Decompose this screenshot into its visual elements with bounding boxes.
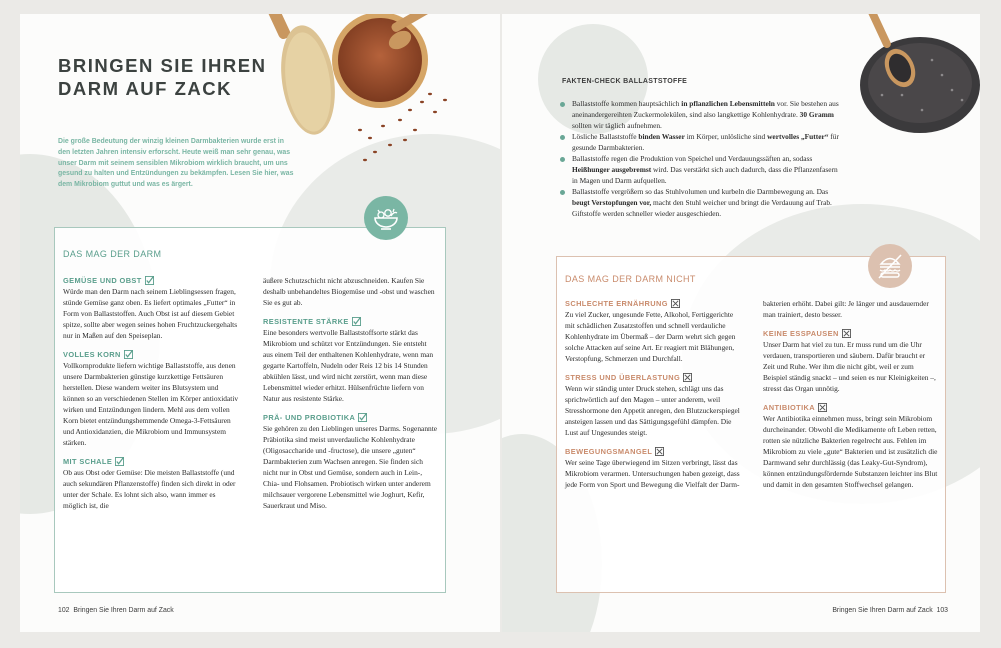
intro-text: Die große Bedeutung der winzig kleinen Darmbakterien wurde erst in den letzten Jahren intensiv erforscht. Heute weiß man sehr genau, was unser Darm mit seinem sensiblen Mikrobiom wirklich braucht, um uns gesund zu halten und Entzündungen zu bekämpfen. Lesen Sie hier, was dem Mikrobiom guttut und was es ärgert. xyxy=(58,138,294,189)
fact-item: Ballaststoffe regen die Produktion von Speichel und Verdauungssäften an, sodass Heißhunger ausgebremst wird. Das verstärkt sich auch dadurch, dass die Pflanzenfasern in Magen und Darm aufquellen. xyxy=(560,153,840,186)
check-icon xyxy=(358,413,367,422)
dislikes-column-2 xyxy=(763,298,938,498)
dislikes-column-1 xyxy=(565,298,741,498)
fact-item: Ballaststoffe vergrößern so das Stuhlvolumen und kurbeln die Darmbewegung an. Das beugt Verstopfungen vor, macht den Stuhl weicher und bringt die Verdauung auf Trab. Giftstoffe werden schneller wieder ausgeschieden. xyxy=(560,186,840,219)
section-heading: BEWEGUNGSMANGEL xyxy=(565,446,741,457)
title-line-1: BRINGEN SIE IHREN xyxy=(58,55,267,76)
salad-bowl-icon xyxy=(364,196,408,240)
section-text: Eine besonders wertvolle Ballaststoffsorte stärkt das Mikrobiom und schützt vor Entzündungen. Sie entsteht aus einem Teil der enthaltenen Kohlenhydrate, wenn man gegarte Kartoffeln, Nudeln oder Reis 12 bis 14 Stunden abkühlen lässt, und wird nicht zerstört, wenn man diese Lebensmittel wieder erhitzt. Hülsenfrüchte liefern von Natur aus resistente Stärke. xyxy=(263,328,434,403)
box-title: DAS MAG DER DARM NICHT xyxy=(565,274,696,284)
likes-column-1 xyxy=(63,275,239,519)
check-icon xyxy=(145,276,154,285)
right-page xyxy=(502,14,980,632)
cross-icon xyxy=(818,403,827,412)
section-heading: MIT SCHALE xyxy=(63,456,239,467)
section-heading: RESISTENTE STÄRKE xyxy=(263,316,438,327)
section-text: Zu viel Zucker, ungesunde Fette, Alkohol, Fertiggerichte mit schädlichen Zusatzstoffen und schnell verdauliche Kohlenhydrate im Übermaß – der Darm wehrt sich gegen solche Attacken auf seine Art. Er reagiert mit Blähungen, Verstopfung, Schmerzen und Durchfall. xyxy=(565,310,736,363)
section-text: äußere Schutzschicht nicht abzuschneiden. Kaufen Sie deshalb unbehandeltes Biogemüse und -obst und waschen Sie es gut ab. xyxy=(263,276,435,307)
box-title: DAS MAG DER DARM xyxy=(63,249,162,259)
likes-box xyxy=(54,227,446,593)
cross-icon xyxy=(655,447,664,456)
cross-icon xyxy=(671,299,680,308)
page-number: 103 xyxy=(936,607,948,614)
check-icon xyxy=(124,350,133,359)
section-text: Wer Antibiotika einnehmen muss, bringt sein Mikrobiom durcheinander. Obwohl die Medikamente oft Leben retten, rotten sie nützliche Bakterien regelrecht aus. Fehlen im Mikrobiom zu viele „gute“ Bakterien und ist zusätzlich die Darmwand sehr durchlässig (das Leaky-Gut-Syndrom), können entzündungsfördernde Substanzen leichter ins Blut und damit in den gesamten Stoffwechsel gelangen. xyxy=(763,414,938,489)
page-title xyxy=(58,54,266,100)
left-page xyxy=(20,14,500,632)
section-heading: STRESS UND ÜBERLASTUNG xyxy=(565,372,741,383)
crossed-burger-icon xyxy=(868,244,912,288)
section-text: Ob aus Obst oder Gemüse: Die meisten Ballaststoffe (und auch sekundären Pflanzenstoffe) finden sich direkt in oder unter der Schale. Es lohnt sich also, wann immer es möglich ist, die xyxy=(63,468,236,510)
cross-icon xyxy=(842,329,851,338)
section-heading: SCHLECHTE ERNÄHRUNG xyxy=(565,298,741,309)
section-text: Sie gehören zu den Lieblingen unseres Darms. Sogenannte Präbiotika sind meist unverdauliche Kohlenhydrate (Oligosaccharide und -fructose), die unsere „guten“ Darmbakterien zum Wachsen anregen. Sie finden sich nicht nur in Obst und Gemüse, sondern auch in Lein-, Chia- und Flohsamen. Probiotisch wirken unter anderem milchsauer vergorene Lebensmittel wie Joghurt, Kefir, Sauerkraut und Miso. xyxy=(263,424,438,510)
section-text: Wer seine Tage überwiegend im Sitzen verbringt, lässt das Mikrobiom verarmen. Untersuchungen haben gezeigt, dass jede Form von Sport und Bewegung die Vielfalt der Darm- xyxy=(565,458,740,489)
section-heading: KEINE ESSPAUSEN xyxy=(763,328,938,339)
page-footer xyxy=(832,607,948,614)
section-heading: GEMÜSE UND OBST xyxy=(63,275,239,286)
likes-column-2 xyxy=(263,275,438,519)
cross-icon xyxy=(683,373,692,382)
chia-seeds-photo xyxy=(842,14,980,140)
dislikes-box xyxy=(556,256,946,593)
section-heading: ANTIBIOTIKA xyxy=(763,402,938,413)
facts-title: FAKTEN-CHECK BALLASTSTOFFE xyxy=(562,78,688,85)
facts-list xyxy=(560,98,840,219)
section-heading: VOLLES KORN xyxy=(63,349,239,360)
check-icon xyxy=(352,317,361,326)
section-heading: PRÄ- UND PROBIOTIKA xyxy=(263,412,438,423)
running-title: Bringen Sie Ihren Darm auf Zack xyxy=(73,607,174,614)
running-title: Bringen Sie Ihren Darm auf Zack xyxy=(832,607,933,614)
section-text: Wenn wir ständig unter Druck stehen, schlägt uns das sprichwörtlich auf den Magen – unter anderem, weil Stresshormone den Appetit anregen, den Blutzuckerspiegel ansteigen lassen und das Sättigungsgefühl dämpfen. Die Lust auf Ungesundes steigt. xyxy=(565,384,740,437)
section-text: bakterien erhöht. Dabei gilt: Je länger und ausdauernder man trainiert, desto besser. xyxy=(763,299,929,319)
page-number: 102 xyxy=(58,607,70,614)
section-text: Vollkornprodukte liefern wichtige Ballaststoffe, aus denen unsere Darmbakterien günstige kurzkettige Fettsäuren herstellen. Diese wandern weiter ins Blutsystem und können so an verschiedenen Stellen im Körper antioxidativ wirken und Entzündungen lindern. Mehl aus dem vollen Korn bietet entzündungshemmende Omega-3-Fettsäuren und Antioxidanzien, die Mikrobiom und Immunsystem stärken. xyxy=(63,361,239,447)
section-text: Würde man den Darm nach seinem Lieblingsessen fragen, stünde Gemüse ganz oben. Es liefert optimales „Futter“ in Form von Ballaststoffen. Auch Obst ist auf diesem Gebiet spitze, sollte aber wegen seines hohen Fruchtzuckergehalts nur in Maßen auf den Speiseplan. xyxy=(63,287,238,340)
section-text: Unser Darm hat viel zu tun. Er muss rund um die Uhr verdauen, transportieren und säubern. Dafür braucht er Zeit und Ruhe. Wer ihm die nicht gibt, weil er zum Beispiel ständig snackt – und seien es nur Kleinigkeiten –, stresst das Organ unnötig. xyxy=(763,340,936,393)
page-footer xyxy=(58,607,174,614)
fact-item: Ballaststoffe kommen hauptsächlich in pflanzlichen Lebensmitteln vor. Sie bestehen aus aneinandergereihten Zuckermolekülen, sind also langkettige Kohlenhydrate. 30 Gramm sollten wir täglich aufnehmen. xyxy=(560,98,840,131)
check-icon xyxy=(115,457,124,466)
title-line-2: DARM AUF ZACK xyxy=(58,78,232,99)
fact-item: Lösliche Ballaststoffe binden Wasser im Körper, unlösliche sind wertvolles „Futter“ für gesunde Darmbakterien. xyxy=(560,131,840,153)
